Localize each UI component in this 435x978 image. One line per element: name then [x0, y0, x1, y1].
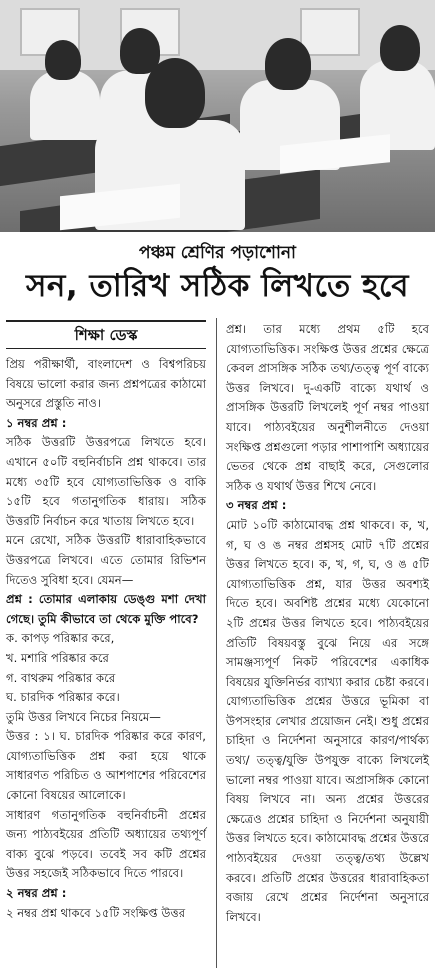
byline-desk: শিক্ষা ডেস্ক — [6, 320, 206, 349]
body-paragraph: গ. বাথরুম পরিষ্কার করে — [6, 670, 116, 685]
article-column-right — [226, 320, 429, 927]
body-paragraph: প্রশ্ন। তার মধ্যে প্রথম ৫টি হবে যোগ্যতাভিত্তিক। সংক্ষিপ্ত উত্তর প্রশ্নের ক্ষেত্রে কেবল প্রাসঙ্গিক সঠিক তথ্য/তত্ত্ব পূর্ণ বাক্যে উত্তর লিখবে। দু-একটি বাক্যে যথার্থ ও প্রাসঙ্গিক উত্তরটি লিখলেই পূর্ণ নম্বর পাওয়া যাবে। পাঠ্যবইয়ের অনুশীলনীতে দেওয়া সংক্ষিপ্ত প্রশ্নগুলো পড়ার পাশাপাশি অধ্যায়ের ভেতর থেকে প্রশ্ন বাছাই করে, সেগুলোর সঠিক ও যথার্থ উত্তর শিখে নেবে। — [226, 322, 429, 493]
body-paragraph: মনে রেখো, সঠিক উত্তরটি ধারাবাহিকভাবে উত্তরপত্রে লিখবে। এতে তোমার রিভিশন দিতেও সুবিধা হবে। যেমন— — [6, 533, 206, 587]
section-heading: ১ নম্বর প্রশ্ন : — [6, 415, 67, 430]
body-paragraph: ঘ. চারদিক পরিষ্কার করে। — [6, 690, 120, 705]
column-divider — [216, 318, 217, 968]
body-paragraph: ২ নম্বর প্রশ্ন থাকবে ১৫টি সংক্ষিপ্ত উত্তর — [6, 905, 186, 920]
article-headline: সন, তারিখ সঠিক লিখতে হবে — [25, 268, 410, 304]
section-heading: প্রশ্ন : তোমার এলাকায় ডেঙ্গু মশা দেখা গেছে। তুমি কীভাবে তা থেকে মুক্তি পাবে? — [6, 592, 206, 626]
body-paragraph: সাধারণ গতানুগতিক বহুনির্বাচনী প্রশ্নের জন্য পাঠ্যবইয়ের প্রতিটি অধ্যায়ের তথ্যপূর্ণ বাক্য বুঝে পড়বে। তবেই সব কটি প্রশ্নের উত্তর সহজেই সঠিকভাবে দিতে পারবে। — [6, 807, 206, 881]
article-kicker: পঞ্চম শ্রেণির পড়াশোনা — [139, 243, 296, 263]
body-paragraph: ক. কাপড় পরিষ্কার করে, — [6, 631, 115, 646]
body-paragraph: সঠিক উত্তরটি উত্তরপত্রে লিখতে হবে। এখানে ৫০টি বহুনির্বাচনি প্রশ্ন থাকবে। তার মধ্যে ৩৫টি হবে যোগ্যতাভিত্তিক ও বাকি ১৫টি হবে গতানুগতিক ধারায়। সঠিক উত্তরটি নির্বাচন করে খাতায় লিখতে হবে। — [6, 435, 206, 528]
article-column-left — [6, 320, 206, 923]
article-photo — [0, 0, 435, 232]
body-paragraph: খ. মশারি পরিষ্কার করে — [6, 650, 109, 665]
section-heading: ৩ নম্বর প্রশ্ন : — [226, 498, 287, 513]
body-paragraph: উত্তর : ১। ঘ. চারদিক পরিষ্কার করে কারণ, যোগ্যতাভিত্তিক প্রশ্ন করা হয়ে থাকে সাধারণত পরিচিত ও আশপাশের পরিবেশের কোনো বিষয়ের আলোকে। — [6, 729, 206, 803]
section-heading: ২ নম্বর প্রশ্ন : — [6, 886, 67, 901]
body-paragraph: তুমি উত্তর লিখবে নিচের নিয়মে— — [6, 709, 161, 724]
body-paragraph: প্রিয় পরীক্ষার্থী, বাংলাদেশ ও বিশ্বপরিচয় বিষয়ে ভালো করার জন্য প্রশ্নপত্রের কাঠামো অনুসরে প্রস্তুতি নাও। — [6, 357, 206, 411]
body-paragraph: মোট ১০টি কাঠামোবদ্ধ প্রশ্ন থাকবে। ক, খ, গ, ঘ ও ঙ নম্বর প্রশ্নসহ মোট ৭টি প্রশ্নের উত্তর লিখতে হবে। ক, খ, গ, ঘ, ও ঙ ৫টি যোগ্যতাভিত্তিক প্রশ্ন, যার উত্তর অবশ্যই দিতে হবে। অবশিষ্ট প্রশ্নের মধ্যে যেকোনো ২টি প্রশ্নের উত্তর লিখতে হবে। পাঠ্যবইয়ের প্রতিটি বিষয়বস্তু বুঝে নিয়ে এর সঙ্গে সামঞ্জস্যপূর্ণ নিকট পরিবেশের একাধিক বিষয়ের যুক্তিনির্ভর ব্যাখ্যা করার চেষ্টা করবে। যোগ্যতাভিত্তিক প্রশ্নের উত্তরে ভূমিকা বা উপসংহার লেখার প্রয়োজন নেই। শুধু প্রশ্নের চাহিদা ও নির্দেশনা অনুসারে কারণ/পার্থক্য তথ্য/ তত্ত্ব/যুক্তি উপযুক্ত বাক্যে লিখলেই ভালো নম্বর পাওয়া যাবে। অপ্রাসঙ্গিক কোনো বিষয় লিখবে না। অন্য প্রশ্নের উত্তরের ক্ষেত্রেও প্রশ্নের চাহিদা ও নির্দেশনা অনুযায়ী উত্তর লিখতে হবে। কাঠামোবদ্ধ প্রশ্নের উত্তরে পাঠ্যবইয়ের দেওয়া তত্ত্ব/তথ্য উল্লেখ করবে। প্রতিটি প্রশ্নের উত্তরের ধারাবাহিকতা বজায় রেখে প্রশ্নের নির্দেশনা অনুসারে লিখবে। — [226, 517, 429, 924]
